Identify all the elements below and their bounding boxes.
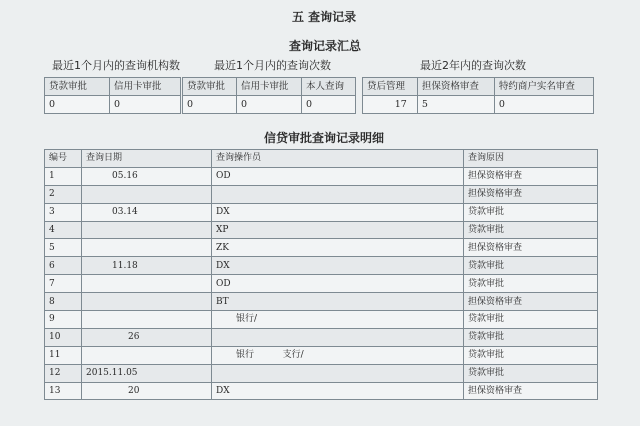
summary-header: 信用卡审批 <box>237 78 302 96</box>
row-date <box>82 185 212 203</box>
row-operator: OD <box>212 167 464 185</box>
row-reason: 担保资格审查 <box>464 185 598 203</box>
row-number: 12 <box>45 364 82 382</box>
table-row <box>45 203 598 221</box>
summary-header: 贷款审批 <box>183 78 237 96</box>
row-reason: 贷款审批 <box>464 346 598 364</box>
row-reason: 贷款审批 <box>464 311 598 329</box>
row-date: 2015.11.05 <box>82 364 212 382</box>
row-operator: OD <box>212 275 464 293</box>
summary-header: 信用卡审批 <box>110 78 181 96</box>
table-row <box>45 221 598 239</box>
table-row <box>45 257 598 275</box>
row-reason: 担保资格审查 <box>464 382 598 400</box>
row-number: 2 <box>45 185 82 203</box>
table-row <box>45 346 598 364</box>
row-date <box>82 221 212 239</box>
table-row <box>45 311 598 329</box>
summary-value: 5 <box>417 96 494 114</box>
row-reason: 担保资格审查 <box>464 293 598 311</box>
table-row <box>45 382 598 400</box>
summary-value: 0 <box>237 96 302 114</box>
row-reason: 贷款审批 <box>464 364 598 382</box>
row-number: 13 <box>45 382 82 400</box>
row-number: 9 <box>45 311 82 329</box>
row-date: 05.16 <box>82 167 212 185</box>
group-orgs-1m: 最近1个月内的查询机构数 <box>52 59 180 72</box>
summary-header: 担保资格审查 <box>417 78 494 96</box>
table-row <box>45 167 598 185</box>
row-number: 4 <box>45 221 82 239</box>
row-number: 6 <box>45 257 82 275</box>
row-date <box>82 346 212 364</box>
detail-header: 查询日期 <box>82 150 212 168</box>
summary-value: 17 <box>363 96 418 114</box>
summary-header: 贷后管理 <box>363 78 418 96</box>
row-number: 8 <box>45 293 82 311</box>
summary-header: 贷款审批 <box>45 78 110 96</box>
row-date: 20 <box>82 382 212 400</box>
section-title: 五 查询记录 <box>292 10 357 24</box>
detail-header: 编号 <box>45 150 82 168</box>
detail-title: 信贷审批查询记录明细 <box>264 131 385 145</box>
detail-table <box>44 149 598 400</box>
row-date: 26 <box>82 328 212 346</box>
row-operator: XP <box>212 221 464 239</box>
row-operator <box>212 328 464 346</box>
row-reason: 贷款审批 <box>464 328 598 346</box>
summary-header: 特约商户实名审查 <box>494 78 593 96</box>
detail-header: 查询操作员 <box>212 150 464 168</box>
row-reason: 贷款审批 <box>464 221 598 239</box>
summary-table-times-1m <box>182 77 356 114</box>
table-row <box>45 275 598 293</box>
row-number: 1 <box>45 167 82 185</box>
row-operator: DX <box>212 382 464 400</box>
table-row <box>45 328 598 346</box>
table-row <box>45 185 598 203</box>
summary-title: 查询记录汇总 <box>289 39 362 53</box>
table-row <box>45 364 598 382</box>
row-operator: 银行 支行/ <box>212 346 464 364</box>
row-date: 03.14 <box>82 203 212 221</box>
row-operator: ZK <box>212 239 464 257</box>
row-reason: 贷款审批 <box>464 203 598 221</box>
summary-table-orgs <box>44 77 181 114</box>
row-date <box>82 293 212 311</box>
row-reason: 贷款审批 <box>464 275 598 293</box>
summary-value: 0 <box>301 96 355 114</box>
row-number: 5 <box>45 239 82 257</box>
row-number: 10 <box>45 328 82 346</box>
summary-value: 0 <box>45 96 110 114</box>
row-operator <box>212 185 464 203</box>
row-date <box>82 311 212 329</box>
group-times-1m: 最近1个月内的查询次数 <box>214 59 331 72</box>
summary-value: 0 <box>494 96 593 114</box>
row-date <box>82 275 212 293</box>
row-reason: 贷款审批 <box>464 257 598 275</box>
row-reason: 担保资格审查 <box>464 239 598 257</box>
row-number: 7 <box>45 275 82 293</box>
row-number: 3 <box>45 203 82 221</box>
row-reason: 担保资格审查 <box>464 167 598 185</box>
summary-value: 0 <box>110 96 181 114</box>
row-operator: 银行/ <box>212 311 464 329</box>
row-operator: BT <box>212 293 464 311</box>
table-row <box>45 293 598 311</box>
table-row <box>45 239 598 257</box>
row-operator: DX <box>212 257 464 275</box>
summary-table-times-2y <box>362 77 594 114</box>
row-number: 11 <box>45 346 82 364</box>
row-operator: DX <box>212 203 464 221</box>
row-date <box>82 239 212 257</box>
row-date: 11.18 <box>82 257 212 275</box>
summary-header: 本人查询 <box>301 78 355 96</box>
detail-header: 查询原因 <box>464 150 598 168</box>
group-times-2y: 最近2年内的查询次数 <box>420 59 526 72</box>
summary-value: 0 <box>183 96 237 114</box>
row-operator <box>212 364 464 382</box>
